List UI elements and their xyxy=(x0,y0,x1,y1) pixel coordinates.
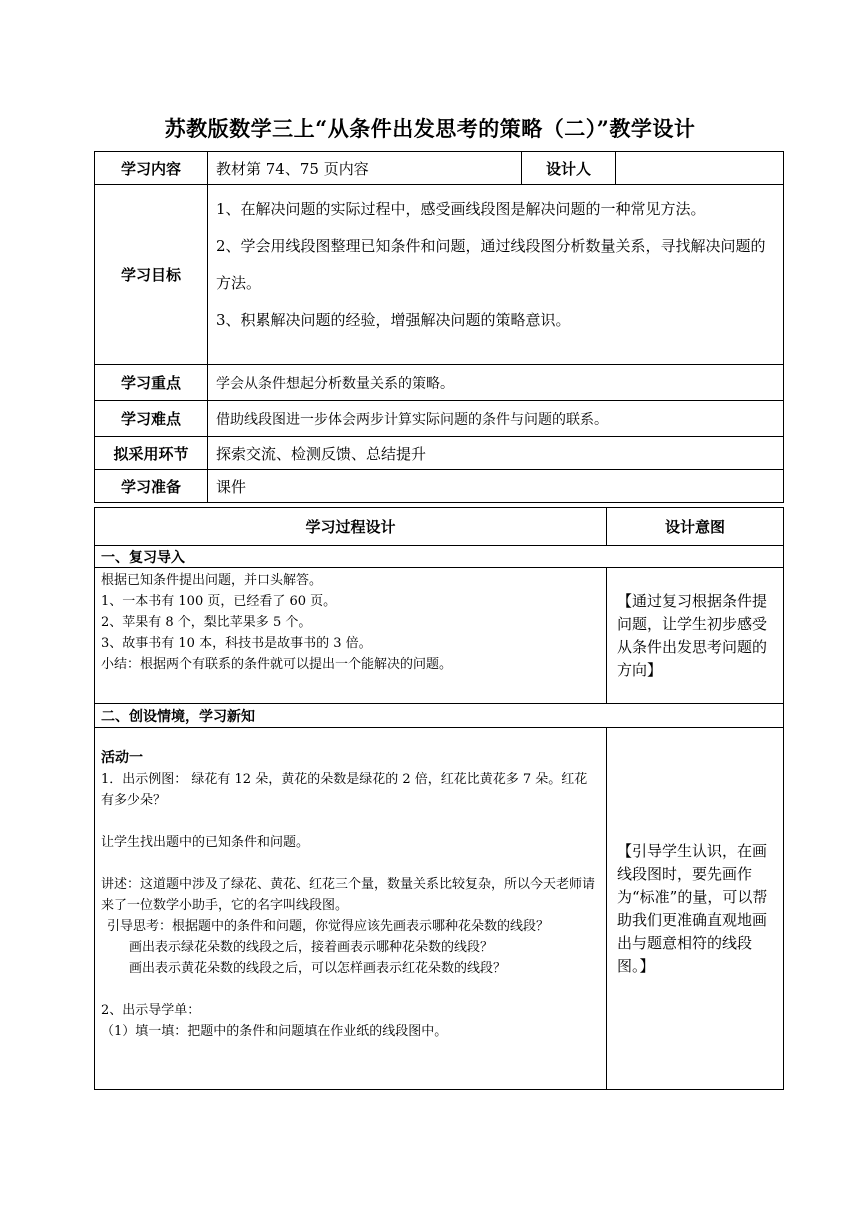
goals-label: 学习目标 xyxy=(95,185,208,365)
prep-label: 学习准备 xyxy=(95,470,208,503)
intent-header: 设计意图 xyxy=(607,508,784,546)
sheet-text: 2、出示导学单： xyxy=(101,1003,201,1018)
difficulty-label: 学习难点 xyxy=(95,401,208,437)
fill-text: （1）填一填：把题中的条件和问题填在作业纸的线段图中。 xyxy=(101,1024,448,1039)
section1-line-4: 3、故事书有 10 本，科技书是故事书的 3 倍。 xyxy=(101,636,372,651)
steps-value: 探索交流、检测反馈、总结提升 xyxy=(208,437,784,470)
content-label: 学习内容 xyxy=(95,152,208,185)
activity-title: 活动一 xyxy=(101,750,143,766)
section2-title: 二、创设情境，学习新知 xyxy=(95,704,784,728)
goal-2: 2、学会用线段图整理已知条件和问题，通过线段图分析数量关系，寻找解决问题的方法。 xyxy=(216,237,766,292)
example-text: 1．出示例图： 绿花有 12 朵，黄花的朵数是绿花的 2 倍，红花比黄花多 7 朵。红花有多少朵？ xyxy=(101,772,588,808)
section1-line-1: 根据已知条件提出问题，并口头解答。 xyxy=(101,573,323,588)
section1-line-5: 小结：根据两个有联系的条件就可以提出一个能解决的问题。 xyxy=(101,657,453,672)
section1-body xyxy=(95,568,607,704)
steps-label: 拟采用环节 xyxy=(95,437,208,470)
goal-3: 3、积累解决问题的经验，增强解决问题的策略意识。 xyxy=(216,311,571,329)
process-header: 学习过程设计 xyxy=(95,508,607,546)
prep-value: 课件 xyxy=(208,470,784,503)
content-value: 教材第 74、75 页内容 xyxy=(208,152,522,185)
designer-value xyxy=(616,152,784,185)
section2-body xyxy=(95,728,607,1090)
info-table xyxy=(94,151,784,503)
guide-text-2: 画出表示绿花朵数的线段之后，接着画表示哪种花朵数的线段？ xyxy=(129,940,494,955)
designer-label: 设计人 xyxy=(522,152,616,185)
explain-text: 讲述：这道题中涉及了绿花、黄花、红花三个量，数量关系比较复杂，所以今天老师请来了一位数学小助手，它的名字叫线段图。 xyxy=(101,877,596,913)
focus-value: 学会从条件想起分析数量关系的策略。 xyxy=(208,365,784,401)
section1-line-3: 2、苹果有 8 个，梨比苹果多 5 个。 xyxy=(101,615,312,630)
document-title: 苏教版数学三上“从条件出发思考的策略（二）”教学设计 xyxy=(164,116,696,141)
goals-cell xyxy=(208,185,784,365)
guide-text-1: 引导思考：根据题中的条件和问题，你觉得应该先画表示哪种花朵数的线段？ xyxy=(107,919,550,934)
guide-text-3: 画出表示黄花朵数的线段之后，可以怎样画表示红花朵数的线段？ xyxy=(129,961,507,976)
section2-intent: 【引导学生认识，在画线段图时，要先画作为“标准”的量，可以帮助我们更准确直观地画出与题意相符的线段图。】 xyxy=(607,728,784,1090)
focus-label: 学习重点 xyxy=(95,365,208,401)
process-table xyxy=(94,507,784,1090)
section1-title: 一、复习导入 xyxy=(95,546,784,568)
difficulty-value: 借助线段图进一步体会两步计算实际问题的条件与问题的联系。 xyxy=(208,401,784,437)
find-text: 让学生找出题中的已知条件和问题。 xyxy=(101,835,310,850)
section1-intent: 【通过复习根据条件提问题，让学生初步感受从条件出发思考问题的方向】 xyxy=(607,568,784,704)
goal-1: 1、在解决问题的实际过程中，感受画线段图是解决问题的一种常见方法。 xyxy=(216,200,706,218)
section1-line-2: 1、一本书有 100 页，已经看了 60 页。 xyxy=(101,594,337,609)
